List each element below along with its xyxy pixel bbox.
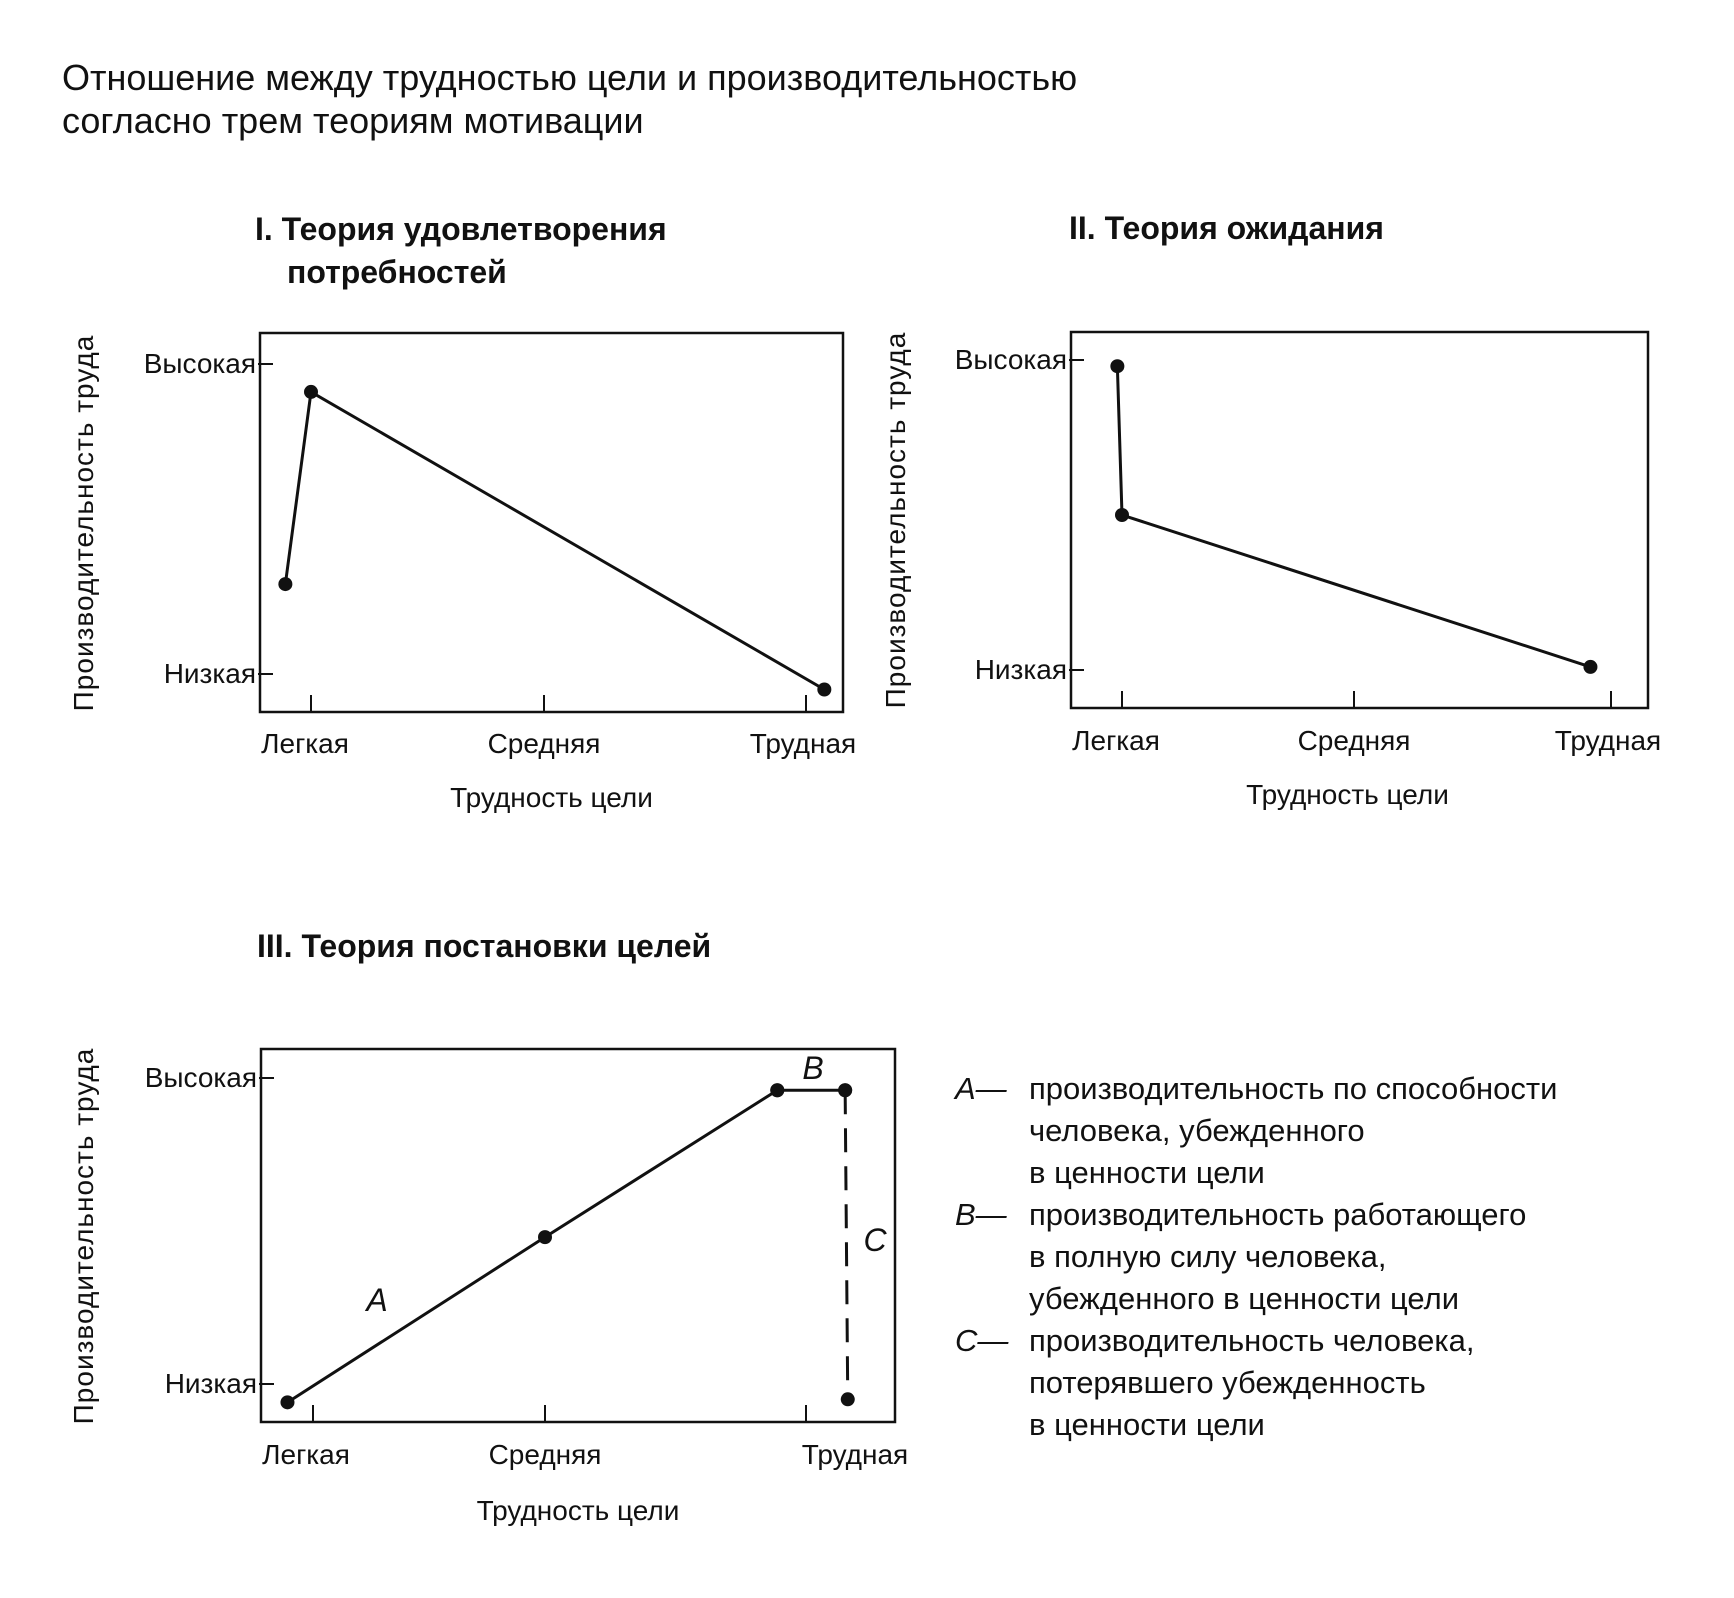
chart3-data-point <box>770 1083 784 1097</box>
legend-text: производительность человека, <box>1029 1323 1475 1358</box>
chart1-data-point <box>278 577 292 591</box>
legend-letter-C: C— <box>955 1323 1009 1358</box>
chart2-x-axis-label: Трудность цели <box>1246 779 1449 810</box>
legend-text: убежденного в ценности цели <box>1029 1281 1460 1316</box>
chart2-y-axis-label: Производительность труда <box>880 331 911 709</box>
chart2-data-point <box>1115 508 1129 522</box>
legend-letter-B: B— <box>955 1197 1007 1232</box>
chart2-x-tick-label: Трудная <box>1554 725 1662 756</box>
chart1-plot-frame <box>260 333 843 712</box>
chart3-y-axis-label: Производительность труда <box>68 1047 99 1424</box>
chart3-plot-frame <box>261 1049 895 1422</box>
chart2-x-tick-label: Средняя <box>1297 725 1411 756</box>
legend-text: в ценности цели <box>1029 1407 1265 1442</box>
chart3-data-point <box>838 1083 852 1097</box>
chart3-x-tick-label: Легкая <box>262 1439 350 1470</box>
chart2-series-line-performance <box>1117 366 1590 667</box>
main-title-line-1: Отношение между трудностью цели и производительностью <box>62 57 1078 98</box>
chart3-annotation-C: C <box>863 1222 887 1258</box>
chart3-x-axis-label: Трудность цели <box>476 1495 680 1526</box>
chart1-data-point <box>304 385 318 399</box>
chart2-x-tick-label: Легкая <box>1072 725 1160 756</box>
chart2-title: II. Теория ожидания <box>1069 210 1384 246</box>
chart2-data-point <box>1583 660 1597 674</box>
chart1-y-tick-label: Высокая <box>143 348 256 379</box>
chart1-title-line-1: I. Теория удовлетворения <box>255 211 667 247</box>
chart3-x-tick-label: Трудная <box>801 1439 909 1470</box>
chart1-x-tick-label: Средняя <box>487 728 601 759</box>
legend-letter-A: A— <box>955 1071 1007 1106</box>
chart1-x-axis-label: Трудность цели <box>450 782 653 813</box>
chart3-data-point <box>280 1395 294 1409</box>
legend-text: человека, убежденного <box>1029 1113 1365 1148</box>
chart3-y-tick-label: Высокая <box>144 1062 257 1093</box>
chart3-annotation-A: A <box>366 1282 388 1318</box>
legend-text: потерявшего убежденность <box>1029 1365 1426 1400</box>
chart1-y-tick-label: Низкая <box>163 658 256 689</box>
legend-text: производительность по способности <box>1029 1071 1558 1106</box>
chart1-title-line-2: потребностей <box>287 254 507 290</box>
chart1-data-point <box>817 683 831 697</box>
chart1-x-tick-label: Трудная <box>749 728 857 759</box>
chart2-y-tick-label: Низкая <box>974 654 1067 685</box>
chart3-annotation-B: B <box>802 1050 824 1086</box>
chart2-y-tick-label: Высокая <box>954 344 1067 375</box>
chart3-series-line-A <box>287 1090 777 1402</box>
chart3-x-tick-label: Средняя <box>488 1439 602 1470</box>
legend-text: в полную силу человека, <box>1029 1239 1387 1274</box>
chart3-series-line-C <box>845 1090 848 1399</box>
chart3-data-point <box>538 1230 552 1244</box>
chart2-plot-frame <box>1071 332 1648 708</box>
legend-text: производительность работающего <box>1029 1197 1527 1232</box>
chart1-series-line-performance <box>285 392 824 690</box>
legend-text: в ценности цели <box>1029 1155 1265 1190</box>
chart1-y-axis-label: Производительность труда <box>68 334 99 711</box>
chart2-data-point <box>1110 359 1124 373</box>
chart1-x-tick-label: Легкая <box>261 728 349 759</box>
chart3-title: III. Теория постановки целей <box>257 928 712 964</box>
chart3-data-point <box>841 1392 855 1406</box>
chart3-y-tick-label: Низкая <box>164 1368 257 1399</box>
main-title-line-2: согласно трем теориям мотивации <box>62 100 644 141</box>
